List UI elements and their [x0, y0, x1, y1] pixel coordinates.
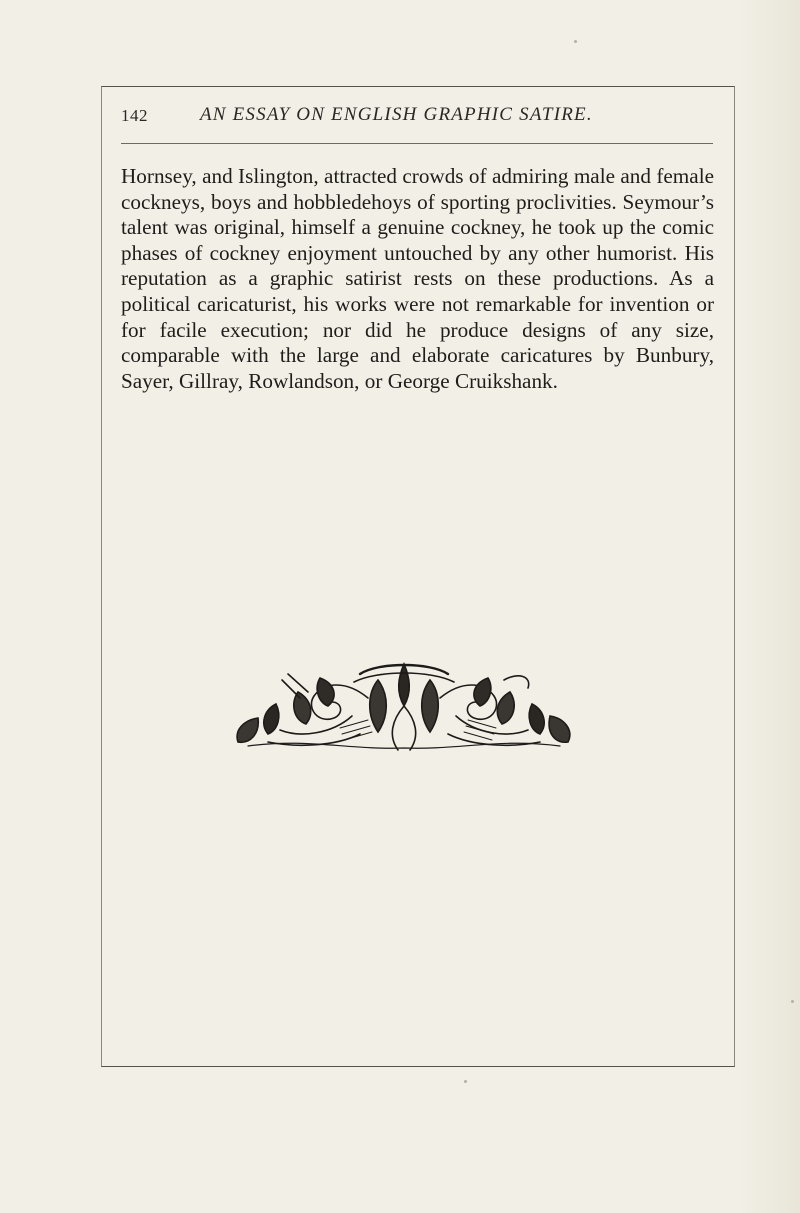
page-number: 142: [121, 106, 148, 125]
paper-edge-shading: [740, 0, 800, 1213]
ornamental-tailpiece-icon: [228, 658, 580, 754]
paper-speck: [574, 40, 577, 43]
paper-speck: [791, 1000, 794, 1003]
running-head: AN ESSAY ON ENGLISH GRAPHIC SATIRE.: [200, 104, 593, 125]
paper-speck: [464, 1080, 467, 1083]
header-rule: [121, 143, 713, 144]
body-paragraph: Hornsey, and Islington, attracted crowds of admiring male and female cockneys, boys and hobbledehoys of sporting proclivities. Seymour’s talent was original, himself a genuine cockney, he took up the comic phases of cockney enjoyment untouched by any other humorist. His reputation as a graphic satirist rests on these productions. As a political caricaturist, his works were not remarkable for invention or for facile execution; nor did he produce designs of any size, comparable with the large and elaborate caricatures by Bunbury, Sayer, Gillray, Rowlandson, or George Cruikshank.: [121, 164, 714, 393]
